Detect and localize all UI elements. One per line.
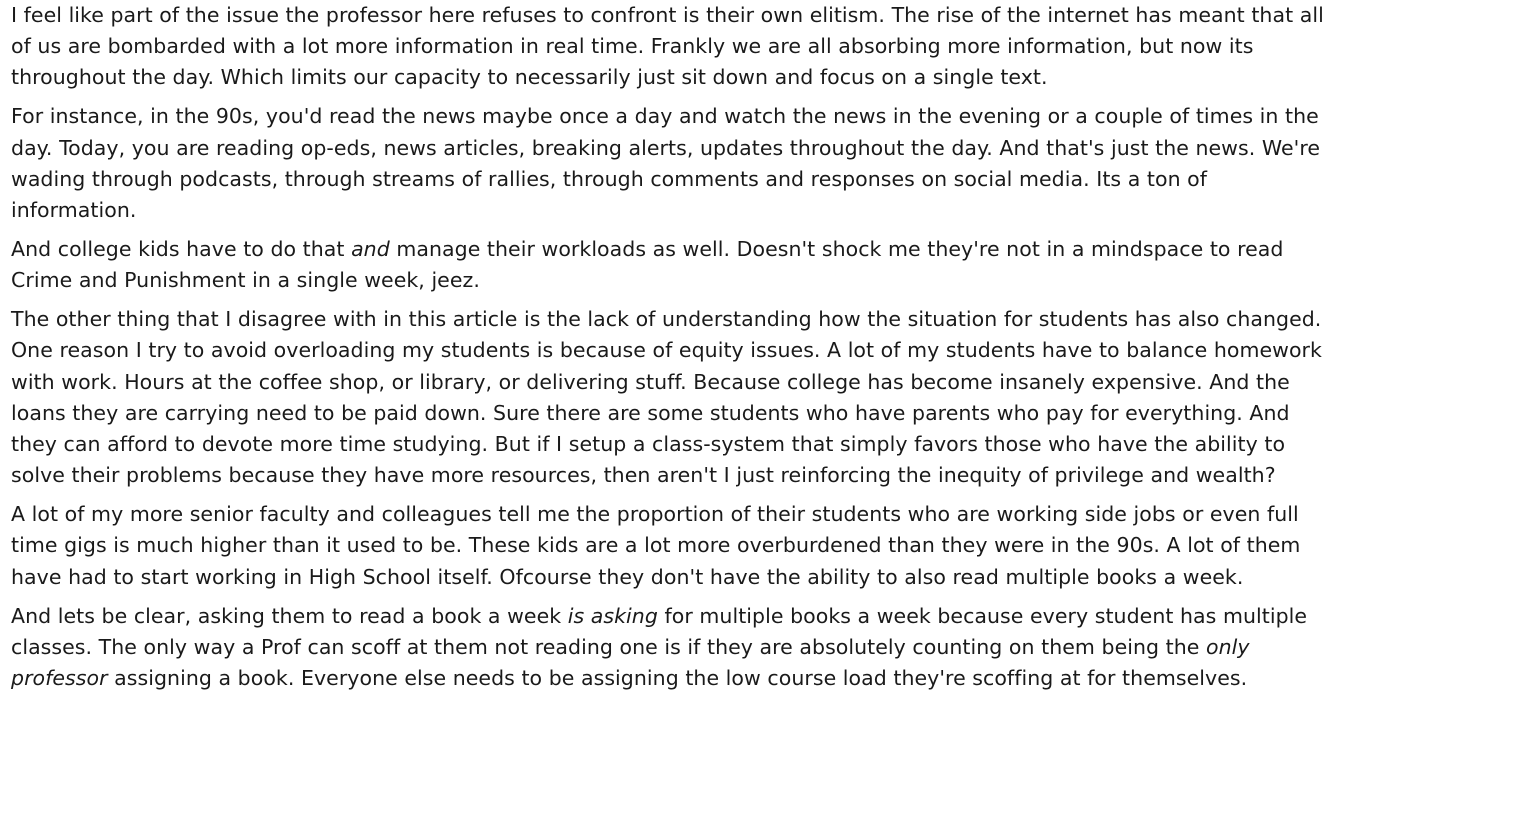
paragraph-text: assigning a book. Everyone else needs to be assigning the low course load they're scoffing at for themselves. xyxy=(107,666,1248,691)
paragraph-text: for multiple books a week because every student has multiple classes. The only way a Prof can scoff at them not reading one is if they are absolutely counting on them being the xyxy=(11,603,1308,659)
comment-paragraph-1: I feel like part of the issue the professor here refuses to confront is their own elitism. The rise of the internet has meant that all of us are bombarded with a lot more information in real time. Frankly we are all absorbing more information, but now its throughout the day. Which limits our capacity to necessarily just sit down and focus on a single text. xyxy=(11,3,1324,90)
emphasis-text: only professor xyxy=(11,634,1250,691)
comment-paragraph-2: For instance, in the 90s, you'd read the news maybe once a day and watch the news in the evening or a couple of times in the day. Today, you are reading op-eds, news articles, breaking alerts, updates throughout the day. And that's just the news. We're wading through podcasts, through streams of rallies, through comments and responses on social media. Its a ton of information. xyxy=(11,104,1321,223)
emphasis-text: is asking xyxy=(567,603,658,628)
comment-body xyxy=(11,0,1329,702)
emphasis-text: and xyxy=(351,237,390,262)
comment-paragraph-6 xyxy=(11,601,1329,695)
comment-paragraph-5: A lot of my more senior faculty and colleagues tell me the proportion of their students who are working side jobs or even full time gigs is much higher than it used to be. These kids are a lot more overburdened than they were in the 90s. A lot of them have had to start working in High School itself. Ofcourse they don't have the ability to also read multiple books a week. xyxy=(11,502,1301,589)
paragraph-text: And college kids have to do that xyxy=(11,237,352,262)
comment-paragraph-3 xyxy=(11,234,1329,296)
comment-paragraph-4: The other thing that I disagree with in this article is the lack of understanding how the situation for students has also changed. One reason I try to avoid overloading my students is because of equity issues. A lot of my students have to balance homework with work. Hours at the coffee shop, or library, or delivering stuff. Because college has become insanely expensive. And the loans they are carrying need to be paid down. Sure there are some students who have parents who pay for everything. And they can afford to devote more time studying. But if I setup a class-system that simply favors those who have the ability to solve their problems because they have more resources, then aren't I just reinforcing the inequity of privilege and wealth? xyxy=(11,307,1322,488)
paragraph-text: manage their workloads as well. Doesn't shock me they're not in a mindspace to read Crime and Punishment in a single week, jeez. xyxy=(11,237,1284,293)
paragraph-text: And lets be clear, asking them to read a book a week xyxy=(11,603,568,628)
